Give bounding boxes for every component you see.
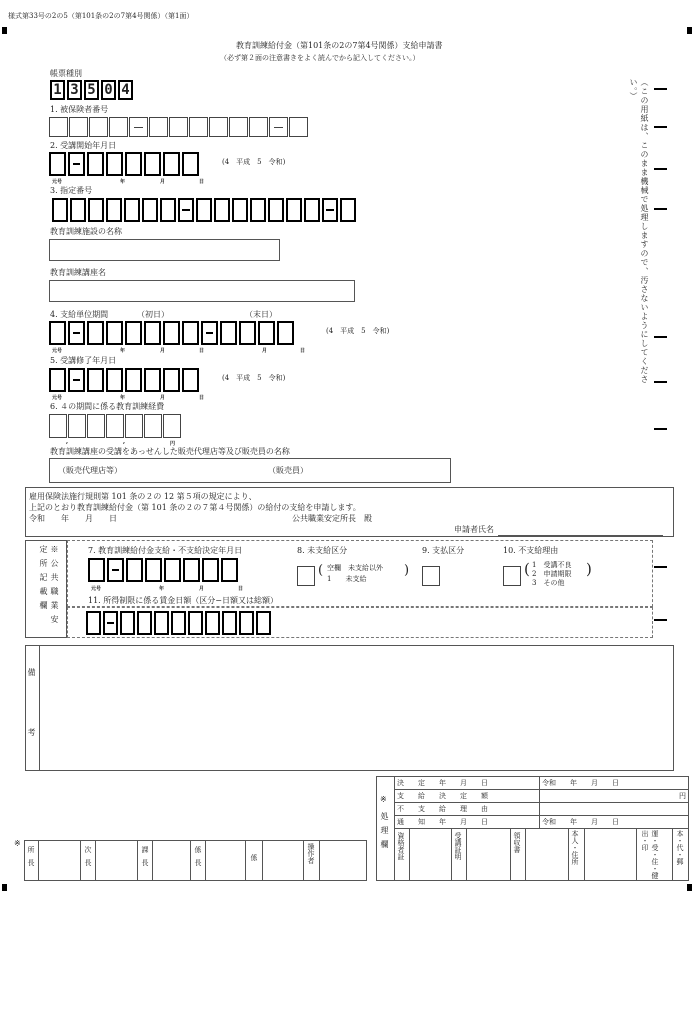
digit-box[interactable]	[209, 117, 228, 137]
field-label-facility-name: 教育訓練施設の名称	[50, 227, 122, 236]
field-label-daily-wage: 11. 所得制限に係る賃金日額（区分−日額又は総額）	[88, 596, 278, 605]
processing-divider	[568, 828, 569, 881]
sub-label-day: 日	[238, 586, 244, 592]
doc-label: 本人・住所	[571, 830, 579, 865]
processing-row-label: 不 支 給 理 由	[395, 803, 540, 816]
digit-box[interactable]	[88, 198, 104, 222]
hyphen-box	[68, 321, 85, 345]
stamp-label: 係	[250, 854, 258, 861]
label-first-day: （初日）	[137, 310, 169, 319]
completion-date-input[interactable]	[49, 368, 201, 392]
denial-reason-box[interactable]	[503, 566, 521, 586]
sub-label-day: 日	[300, 348, 306, 354]
registration-mark	[2, 884, 7, 891]
tick-mark	[654, 566, 667, 568]
digit-box[interactable]	[106, 152, 123, 176]
form-type-digit: 0	[101, 80, 116, 100]
digit-box[interactable]	[70, 198, 86, 222]
doc-label: 本・代・郵	[676, 830, 684, 865]
digit-box[interactable]	[256, 611, 271, 635]
field-label-payment-category: 9. 支払区分	[422, 546, 465, 555]
stamp-label: 課長	[141, 846, 149, 872]
decision-date-input[interactable]	[88, 558, 240, 582]
digit-box[interactable]	[340, 198, 356, 222]
payment-category-box[interactable]	[422, 566, 440, 586]
sub-label-era: 元号	[52, 395, 63, 401]
declaration-box	[25, 487, 674, 537]
sub-label-year: 年	[120, 179, 126, 185]
stamp-label: 次長	[84, 846, 92, 872]
processing-side-label: 処理欄	[380, 812, 389, 854]
digit-box[interactable]	[232, 198, 248, 222]
processing-row-value[interactable]	[540, 803, 689, 816]
digit-box[interactable]	[163, 414, 181, 438]
unpaid-option-2: 1 未支給	[327, 575, 367, 583]
admin-side-label: ※公共職業安定所記載欄	[39, 545, 59, 629]
registration-mark	[687, 884, 692, 891]
digit-box[interactable]	[250, 198, 266, 222]
page-subtitle: （必ず第２面の注意書きをよく読んでから記入してください。）	[220, 54, 420, 62]
digit-box[interactable]	[183, 558, 200, 582]
stamp-divider	[245, 840, 246, 881]
denial-option-1: 1 受講不良	[532, 561, 572, 569]
doc-label: 領収書	[513, 832, 521, 853]
digit-box[interactable]	[249, 117, 268, 137]
stamps-mark: ※	[14, 839, 21, 848]
sub-label-day: 日	[199, 348, 205, 354]
side-note: （この用紙は、このまま機械で処理しますので、汚さないようにしてください。）	[629, 78, 649, 384]
era-hint: (4 平成 5 令和)	[222, 158, 286, 166]
doc-label: 資格者証	[397, 832, 405, 860]
agent-person-label: （販売員）	[268, 466, 308, 475]
agent-store-label: （販売代理店等）	[58, 466, 122, 475]
field-label-course-name: 教育訓練講座名	[50, 268, 106, 277]
digit-box[interactable]	[149, 117, 168, 137]
declaration-line-2: 上記のとおり教育訓練給付金（第 101 条の２の７第４号関係）の給付の支給を申請します。	[29, 503, 361, 512]
sub-label-year: 年	[159, 586, 165, 592]
registration-mark	[687, 27, 692, 34]
remarks-label: 備 考	[27, 668, 36, 740]
digit-box[interactable]	[144, 152, 161, 176]
digit-box[interactable]	[109, 117, 128, 137]
digit-box[interactable]	[145, 558, 162, 582]
digit-box[interactable]	[229, 117, 248, 137]
digit-box[interactable]	[86, 611, 101, 635]
digit-box[interactable]	[106, 414, 124, 438]
digit-box[interactable]	[202, 558, 219, 582]
digit-box[interactable]	[125, 368, 142, 392]
sub-label-year: 年	[120, 395, 126, 401]
digit-box[interactable]	[125, 152, 142, 176]
facility-name-input[interactable]	[49, 239, 280, 261]
digit-box[interactable]	[144, 414, 162, 438]
digit-box[interactable]	[49, 414, 67, 438]
processing-row-label: 支 給 決 定 額	[395, 790, 540, 803]
processing-row-value[interactable]: 令和 年 月 日	[540, 777, 689, 790]
digit-box[interactable]	[142, 198, 158, 222]
registration-mark	[2, 27, 7, 34]
digit-box[interactable]	[49, 117, 68, 137]
sub-label-yen: 円	[170, 441, 176, 447]
tick-mark	[654, 88, 667, 90]
unpaid-category-box[interactable]	[297, 566, 315, 586]
start-date-input[interactable]	[49, 152, 201, 176]
processing-row-value[interactable]: 令和 年 月 日	[540, 816, 689, 829]
doc-label: 受講証明	[454, 832, 462, 860]
digit-box[interactable]	[160, 198, 176, 222]
form-number: 様式第33号の2の5（第101条の2の7第4号関係）（第1面）	[8, 12, 194, 20]
era-hint: (4 平成 5 令和)	[222, 374, 286, 382]
digit-box[interactable]	[221, 558, 238, 582]
tick-mark	[654, 126, 667, 128]
digit-box[interactable]	[87, 321, 104, 345]
stamp-label: 係長	[194, 846, 202, 872]
digit-box[interactable]	[205, 611, 220, 635]
applicant-name-line[interactable]	[498, 535, 663, 536]
form-type-digit: 3	[67, 80, 82, 100]
field-label-unpaid-category: 8. 未支給区分	[297, 546, 348, 555]
denial-option-2: 2 申請期限	[532, 570, 572, 578]
digit-box[interactable]	[188, 611, 203, 635]
stamp-divider	[152, 840, 153, 881]
digit-box[interactable]	[214, 198, 230, 222]
digit-box[interactable]	[154, 611, 169, 635]
daily-wage-input[interactable]	[86, 611, 273, 635]
bracket-open: (	[318, 563, 324, 578]
digit-box[interactable]	[125, 321, 142, 345]
processing-row-label: 通 知 年 月 日	[395, 816, 540, 829]
field-label-start-date: 2. 受講開始年月日	[50, 141, 117, 150]
processing-divider	[510, 828, 511, 881]
field-label-denial-reason: 10. 不支給理由	[503, 546, 559, 555]
form-type-digit: 4	[118, 80, 133, 100]
stamp-label: 操作者	[307, 843, 315, 864]
digit-box[interactable]	[106, 198, 122, 222]
digit-box[interactable]	[239, 611, 254, 635]
insured-number-input[interactable]	[49, 117, 309, 137]
digit-box[interactable]	[163, 152, 180, 176]
digit-box[interactable]	[277, 321, 294, 345]
doc-label: 運・受・住・健出・印	[641, 830, 659, 879]
stamp-divider	[80, 840, 81, 881]
era-box[interactable]	[49, 321, 66, 345]
digit-box[interactable]	[69, 117, 88, 137]
sub-label-month: 月	[199, 586, 205, 592]
hyphen-box	[103, 611, 118, 635]
digit-box[interactable]	[68, 414, 86, 438]
form-type-digit: 5	[84, 80, 99, 100]
digit-box[interactable]	[144, 321, 161, 345]
declaration-date: 令和 年 月 日	[29, 514, 117, 523]
digit-box[interactable]	[196, 198, 212, 222]
field-label-agent: 教育訓練講座の受講をあっせんした販売代理店等及び販売員の名称	[50, 447, 290, 456]
form-type-code	[50, 80, 135, 100]
unpaid-option-1: 空欄 未支給以外	[327, 564, 383, 572]
digit-box[interactable]	[169, 117, 188, 137]
digit-box[interactable]	[124, 198, 140, 222]
field-label-training-expenses: 6. ４の期間に係る教育訓練経費	[50, 402, 165, 411]
hyphen-box	[107, 558, 124, 582]
label-last-day: （末日）	[245, 310, 277, 319]
digit-box[interactable]	[126, 558, 143, 582]
digit-box[interactable]	[120, 611, 135, 635]
applicant-name-label: 申請者氏名	[454, 525, 494, 534]
field-label-designation-number: 3. 指定番号	[50, 186, 93, 195]
processing-divider	[525, 828, 526, 881]
tick-mark	[654, 381, 667, 383]
digit-box[interactable]	[87, 414, 105, 438]
tick-mark	[654, 336, 667, 338]
field-label-decision-date: 7. 教育訓練給付金支給・不支給決定年月日	[88, 546, 243, 555]
processing-row-value[interactable]: 円	[540, 790, 689, 803]
hyphen-box	[68, 152, 85, 176]
stamp-divider	[303, 840, 304, 881]
tick-mark	[654, 168, 667, 170]
hyphen-box	[201, 321, 218, 345]
digit-box[interactable]	[52, 198, 68, 222]
hyphen-box	[129, 117, 148, 137]
processing-divider	[636, 828, 637, 881]
stamp-divider	[137, 840, 138, 881]
sub-label-month: 月	[160, 179, 166, 185]
processing-row-label: 決 定 年 月 日	[395, 777, 540, 790]
training-expenses-input[interactable]	[49, 414, 182, 438]
hyphen-box	[178, 198, 194, 222]
sub-label-month: 月	[160, 395, 166, 401]
bracket-close: )	[404, 563, 410, 578]
digit-box[interactable]	[137, 611, 152, 635]
digit-box[interactable]	[258, 321, 275, 345]
digit-box[interactable]	[89, 117, 108, 137]
sub-label-era: 元号	[91, 586, 102, 592]
processing-mark: ※	[380, 795, 387, 804]
sub-label-month: 月	[160, 348, 166, 354]
digit-box[interactable]	[106, 321, 123, 345]
remarks-box[interactable]	[25, 645, 674, 771]
sub-label-era: 元号	[52, 179, 63, 185]
digit-box[interactable]	[222, 611, 237, 635]
digit-box[interactable]	[144, 368, 161, 392]
digit-box[interactable]	[286, 198, 302, 222]
denial-option-3: 3 その他	[532, 579, 565, 587]
era-box[interactable]	[49, 152, 66, 176]
stamp-divider	[205, 840, 206, 881]
stamp-divider	[262, 840, 263, 881]
payment-period-input[interactable]	[49, 321, 296, 345]
bracket-open: (	[524, 560, 530, 578]
comma-mark: ,	[123, 438, 126, 445]
processing-divider	[466, 828, 467, 881]
sub-label-day: 日	[199, 395, 205, 401]
field-label-payment-period: 4. 支給単位期間	[50, 310, 109, 319]
digit-box[interactable]	[304, 198, 320, 222]
stamp-divider	[190, 840, 191, 881]
bracket-close: )	[586, 560, 592, 578]
digit-box[interactable]	[163, 368, 180, 392]
processing-divider	[451, 828, 452, 881]
field-label-insured-number: 1. 被保険者番号	[50, 105, 109, 114]
processing-divider	[394, 828, 689, 829]
digit-box[interactable]	[182, 368, 199, 392]
tick-mark	[654, 428, 667, 430]
era-box[interactable]	[49, 368, 66, 392]
doc-label-grid	[640, 830, 670, 880]
digit-box[interactable]	[289, 117, 308, 137]
digit-box[interactable]	[239, 321, 256, 345]
processing-divider	[409, 828, 410, 881]
tick-mark	[654, 619, 667, 621]
agent-input[interactable]	[49, 458, 451, 483]
stamp-divider	[95, 840, 96, 881]
hyphen-box	[322, 198, 338, 222]
course-name-input[interactable]	[49, 280, 355, 302]
sub-label-era: 元号	[52, 348, 63, 354]
era-box[interactable]	[88, 558, 105, 582]
declaration-line-1: 雇用保険法施行規則第 101 条の２の 12 第５項の規定により、	[29, 492, 257, 501]
form-type-label: 帳票種別	[50, 69, 82, 78]
stamp-divider	[319, 840, 320, 881]
digit-box[interactable]	[163, 321, 180, 345]
digit-box[interactable]	[220, 321, 237, 345]
digit-box[interactable]	[125, 414, 143, 438]
digit-box[interactable]	[171, 611, 186, 635]
hyphen-box	[68, 368, 85, 392]
comma-mark: ,	[66, 438, 69, 445]
sub-label-day: 日	[199, 179, 205, 185]
remarks-divider	[39, 646, 40, 770]
sub-label-year: 年	[120, 348, 126, 354]
sub-label-month: 月	[262, 348, 268, 354]
declaration-office: 公共職業安定所長 殿	[292, 514, 372, 523]
stamp-label: 所長	[27, 846, 35, 872]
digit-box[interactable]	[87, 152, 104, 176]
tick-mark	[654, 208, 667, 210]
digit-box[interactable]	[189, 117, 208, 137]
hyphen-box	[269, 117, 288, 137]
digit-box[interactable]	[182, 321, 199, 345]
digit-box[interactable]	[106, 368, 123, 392]
processing-table	[394, 776, 689, 829]
page-title: 教育訓練給付金（第101条の2の7第4号関係）支給申請書	[236, 41, 443, 50]
field-label-completion-date: 5. 受講修了年月日	[50, 356, 117, 365]
stamp-divider	[38, 840, 39, 881]
digit-box[interactable]	[268, 198, 284, 222]
era-hint: (4 平成 5 令和)	[326, 327, 390, 335]
designation-number-input[interactable]	[52, 198, 358, 222]
processing-divider	[584, 828, 585, 881]
digit-box[interactable]	[182, 152, 199, 176]
form-type-digit: 1	[50, 80, 65, 100]
processing-divider	[672, 828, 673, 881]
digit-box[interactable]	[164, 558, 181, 582]
digit-box[interactable]	[87, 368, 104, 392]
